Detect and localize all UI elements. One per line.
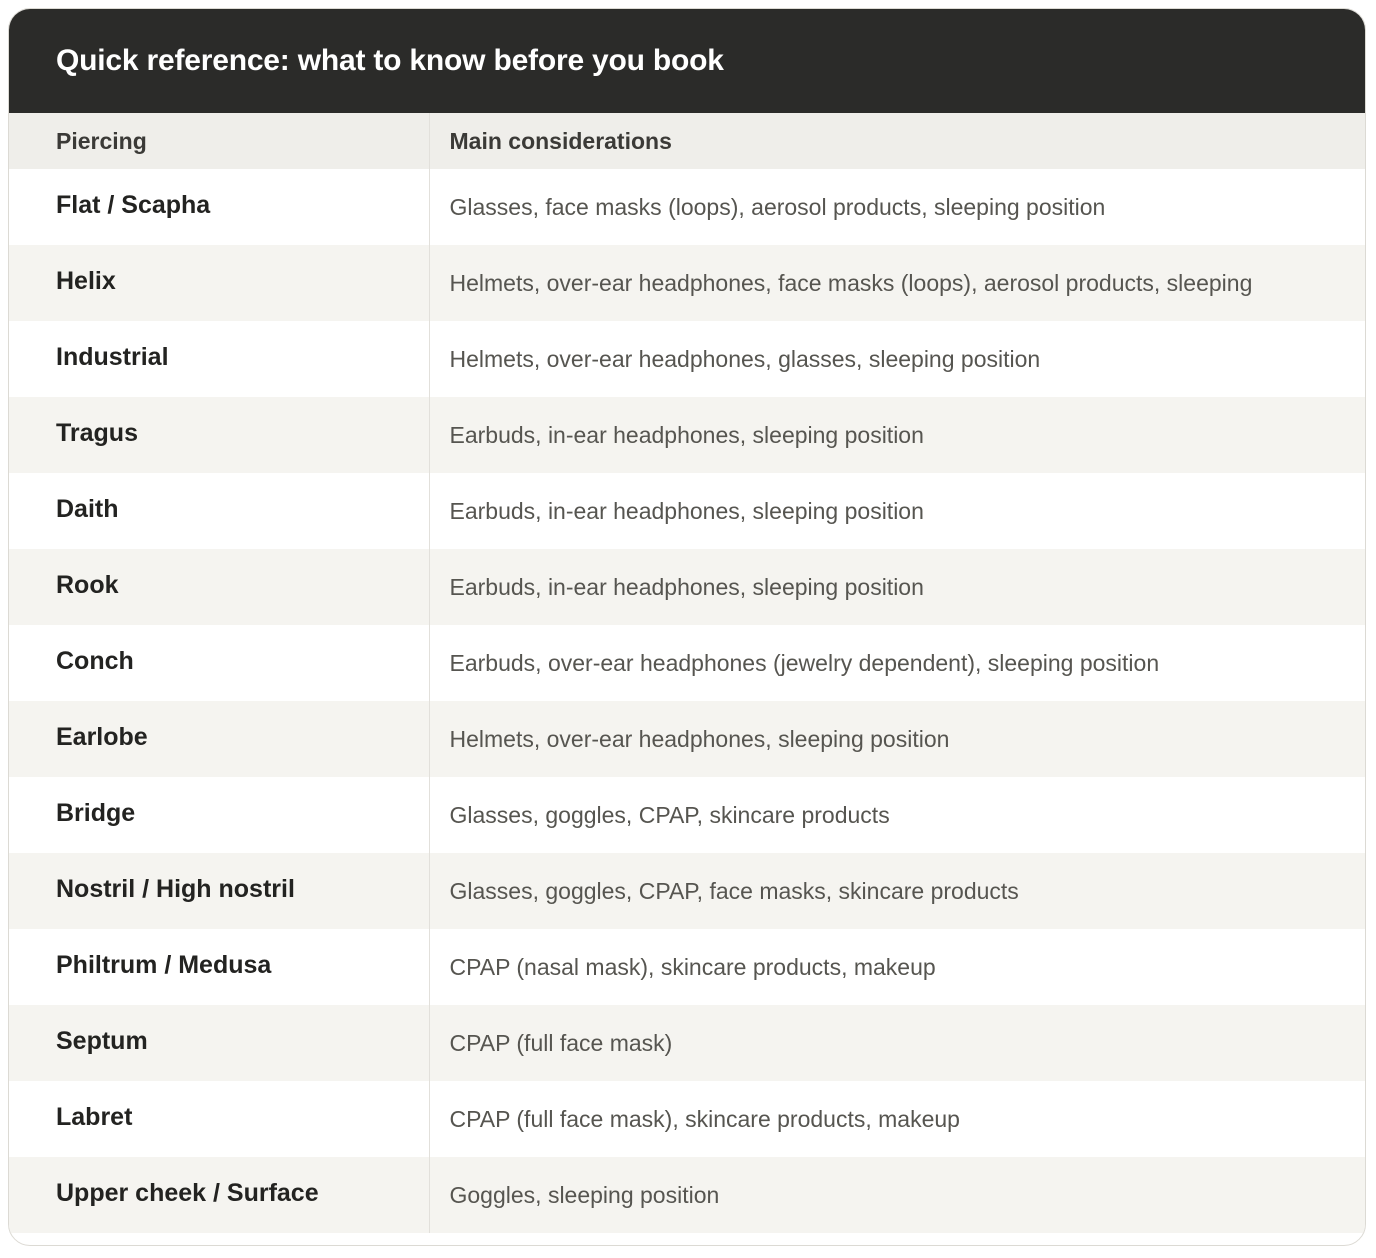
table-row xyxy=(9,929,1365,1005)
piercing-name: Nostril / High nostril xyxy=(9,853,429,929)
piercing-name: Flat / Scapha xyxy=(9,169,429,245)
table-row xyxy=(9,777,1365,853)
piercing-considerations: Earbuds, over-ear headphones (jewelry dependent), sleeping position xyxy=(429,625,1365,701)
table-row xyxy=(9,1081,1365,1157)
quick-reference-card xyxy=(8,8,1366,1246)
piercing-considerations: Glasses, goggles, CPAP, skincare products xyxy=(429,777,1365,853)
piercing-considerations: Earbuds, in-ear headphones, sleeping position xyxy=(429,549,1365,625)
piercing-name: Earlobe xyxy=(9,701,429,777)
piercing-considerations: CPAP (nasal mask), skincare products, makeup xyxy=(429,929,1365,1005)
table-row xyxy=(9,245,1365,321)
piercing-considerations: Glasses, face masks (loops), aerosol products, sleeping position xyxy=(429,169,1365,245)
column-header-considerations: Main considerations xyxy=(429,113,1365,169)
piercing-considerations: Earbuds, in-ear headphones, sleeping position xyxy=(429,473,1365,549)
piercing-name: Conch xyxy=(9,625,429,701)
column-header-piercing: Piercing xyxy=(9,113,429,169)
table-row xyxy=(9,321,1365,397)
piercing-considerations: Glasses, goggles, CPAP, face masks, skincare products xyxy=(429,853,1365,929)
piercing-considerations: CPAP (full face mask) xyxy=(429,1005,1365,1081)
table-row xyxy=(9,1005,1365,1081)
table-row xyxy=(9,853,1365,929)
piercing-name: Rook xyxy=(9,549,429,625)
piercing-name: Helix xyxy=(9,245,429,321)
piercing-considerations: Helmets, over-ear headphones, face masks (loops), aerosol products, sleeping xyxy=(429,245,1365,321)
table-row xyxy=(9,169,1365,245)
table-body xyxy=(9,169,1365,1233)
table-row xyxy=(9,1157,1365,1233)
piercing-name: Labret xyxy=(9,1081,429,1157)
piercing-name: Tragus xyxy=(9,397,429,473)
piercing-considerations: Goggles, sleeping position xyxy=(429,1157,1365,1233)
card-header xyxy=(9,9,1365,113)
reference-table xyxy=(9,113,1365,1233)
table-row xyxy=(9,397,1365,473)
table-header-row xyxy=(9,113,1365,169)
table-head xyxy=(9,113,1365,169)
table-row xyxy=(9,473,1365,549)
piercing-considerations: Helmets, over-ear headphones, sleeping position xyxy=(429,701,1365,777)
piercing-considerations: Earbuds, in-ear headphones, sleeping position xyxy=(429,397,1365,473)
piercing-name: Upper cheek / Surface xyxy=(9,1157,429,1233)
piercing-name: Daith xyxy=(9,473,429,549)
piercing-name: Septum xyxy=(9,1005,429,1081)
piercing-name: Bridge xyxy=(9,777,429,853)
piercing-name: Industrial xyxy=(9,321,429,397)
piercing-name: Philtrum / Medusa xyxy=(9,929,429,1005)
scroll-edge-tab xyxy=(1370,28,1376,76)
table-row xyxy=(9,701,1365,777)
card-title: Quick reference: what to know before you book xyxy=(56,44,724,77)
table-row xyxy=(9,549,1365,625)
piercing-considerations: CPAP (full face mask), skincare products, makeup xyxy=(429,1081,1365,1157)
piercing-considerations: Helmets, over-ear headphones, glasses, sleeping position xyxy=(429,321,1365,397)
table-row xyxy=(9,625,1365,701)
